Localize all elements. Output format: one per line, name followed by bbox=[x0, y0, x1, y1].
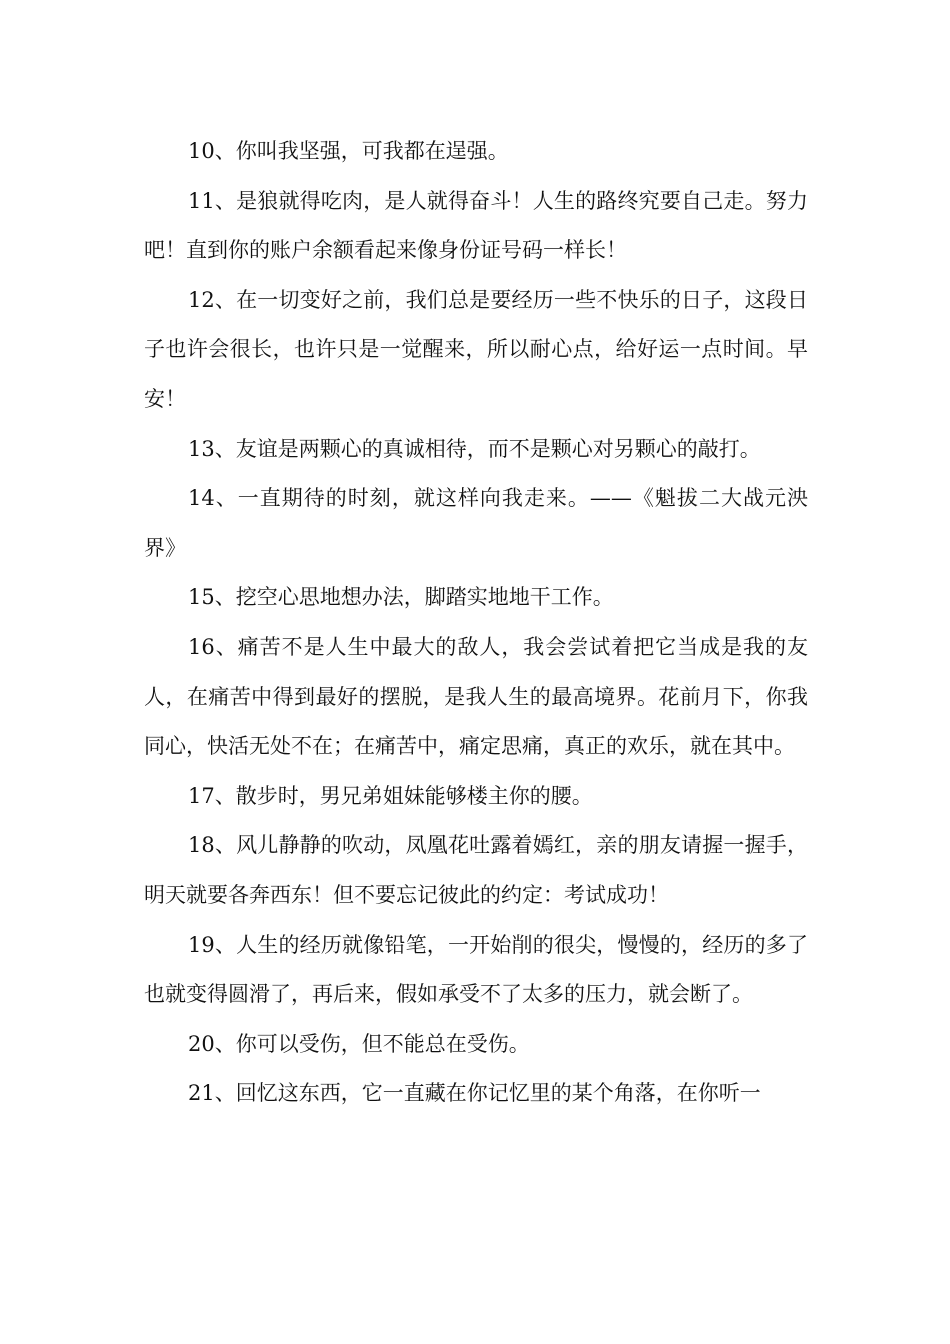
paragraph-13: 13、友谊是两颗心的真诚相待，而不是颗心对另颗心的敲打。 bbox=[188, 436, 761, 461]
paragraph-11: 11、是狼就得吃肉，是人就得奋斗！人生的路终究要自己走。努力吧！直到你的账户余额看起来像身份证号码一样长！ bbox=[144, 188, 808, 263]
paragraph-18: 18、风儿静静的吹动，凤凰花吐露着嫣红，亲的朋友请握一握手，明天就要各奔西东！但不要忘记彼此的约定：考试成功！ bbox=[144, 833, 808, 907]
paragraph-14: 14、一直期待的时刻，就这样向我走来。——《魁拔二大战元泱界》 bbox=[144, 486, 808, 560]
paragraph-20: 20、你可以受伤，但不能总在受伤。 bbox=[188, 1031, 530, 1056]
paragraph-10: 10、你叫我坚强，可我都在逞强。 bbox=[188, 139, 509, 163]
paragraph-19: 19、人生的经历就像铅笔，一开始削的很尖，慢慢的，经历的多了也就变得圆滑了，再后来，假如承受不了太多的压力，就会断了。 bbox=[144, 932, 808, 1007]
paragraph-12: 12、在一切变好之前，我们总是要经历一些不快乐的日子，这段日子也许会很长，也许只是一觉醒来，所以耐心点，给好运一点时间。早安！ bbox=[144, 287, 808, 411]
paragraph-17: 17、散步时，男兄弟姐妹能够楼主你的腰。 bbox=[188, 783, 593, 808]
document-body bbox=[144, 127, 808, 1119]
paragraph-21: 21、回忆这东西，它一直藏在你记忆里的某个角落，在你听一 bbox=[188, 1081, 761, 1106]
paragraph-15: 15、挖空心思地想办法，脚踏实地地干工作。 bbox=[188, 585, 614, 610]
paragraph-16: 16、痛苦不是人生中最大的敌人，我会尝试着把它当成是我的友人，在痛苦中得到最好的摆脱，是我人生的最高境界。花前月下，你我同心，快活无处不在；在痛苦中，痛定思痛，真正的欢乐，就在其中。 bbox=[144, 634, 808, 759]
